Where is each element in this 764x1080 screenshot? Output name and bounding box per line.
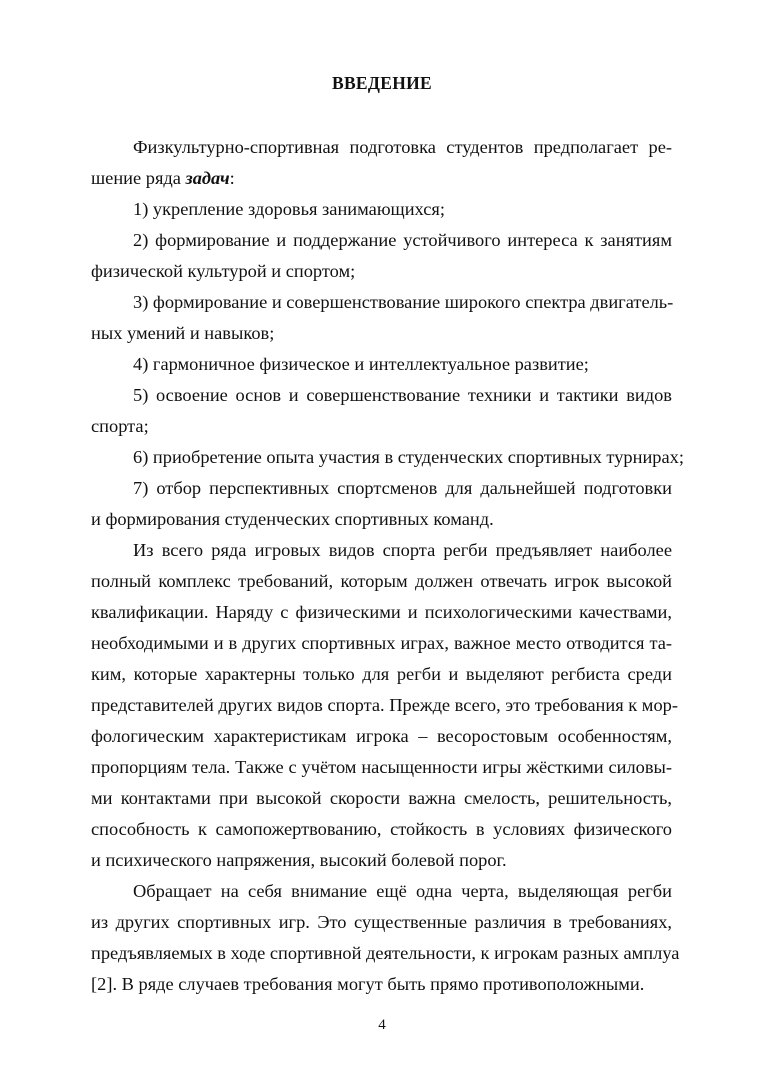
list-item-1: 1) укрепление здоровья занимающихся; <box>133 199 445 219</box>
text-fragment: : <box>229 168 235 188</box>
paragraph-line: предъявляемых в ходе спортивной деятельности, к игрокам разных амплуа <box>91 943 680 963</box>
list-item-7: 7) отбор перспективных спортсменов для дальнейшей подготовки <box>133 478 672 498</box>
paragraph-line: необходимыми и в других спортивных играх, важное место отводится та- <box>91 633 672 653</box>
list-item-6: 6) приобретение опыта участия в студенческих спортивных турнирах; <box>133 447 684 467</box>
list-item-4: 4) гармоничное физическое и интеллектуальное развитие; <box>133 354 589 374</box>
text-line: физической культурой и спортом; <box>91 261 356 281</box>
paragraph-line: ми контактами при высокой скорости важна смелость, решительность, <box>91 788 672 808</box>
paragraph-line: пропорциям тела. Также с учётом насыщенности игры жёсткими силовы- <box>91 757 672 777</box>
paragraph-line: фологическим характеристикам игрока – весоростовым особенностям, <box>91 726 672 746</box>
text-line: ных умений и навыков; <box>91 323 275 343</box>
text-line: и формирования студенческих спортивных команд. <box>91 509 494 529</box>
page-number: 4 <box>378 1017 386 1033</box>
text-fragment: шение ряда <box>91 168 186 188</box>
page-title: ВВЕДЕНИЕ <box>331 73 433 93</box>
text-line <box>91 167 672 189</box>
paragraph-line: и психического напряжения, высокий болевой порог. <box>91 850 507 870</box>
paragraph-line: [2]. В ряде случаев требования могут быть прямо противоположными. <box>91 974 645 994</box>
paragraph-line: Обращает на себя внимание ещё одна черта, выделяющая регби <box>133 881 672 901</box>
paragraph-line: Из всего ряда игровых видов спорта регби предъявляет наиболее <box>133 540 672 560</box>
list-item-5: 5) освоение основ и совершенствование техники и тактики видов <box>133 385 672 405</box>
list-item-3: 3) формирование и совершенствование широкого спектра двигатель- <box>133 292 674 312</box>
paragraph-line: из других спортивных игр. Это существенные различия в требованиях, <box>91 912 672 932</box>
paragraph-line: способность к самопожертвованию, стойкость в условиях физического <box>91 819 672 839</box>
paragraph-line: представителей других видов спорта. Прежде всего, это требования к мор- <box>91 695 678 715</box>
paragraph-line: ким, которые характерны только для регби и выделяют регбиста среди <box>91 664 672 684</box>
emphasis-tasks: задач <box>185 168 230 188</box>
list-item-2: 2) формирование и поддержание устойчивого интереса к занятиям <box>133 230 672 250</box>
paragraph-line: квалификации. Наряду с физическими и психологическими качествами, <box>91 602 672 622</box>
text-line: Физкультурно-спортивная подготовка студентов предполагает ре- <box>133 137 672 157</box>
paragraph-line: полный комплекс требований, которым должен отвечать игрок высокой <box>91 571 672 591</box>
text-line: спорта; <box>91 416 149 436</box>
